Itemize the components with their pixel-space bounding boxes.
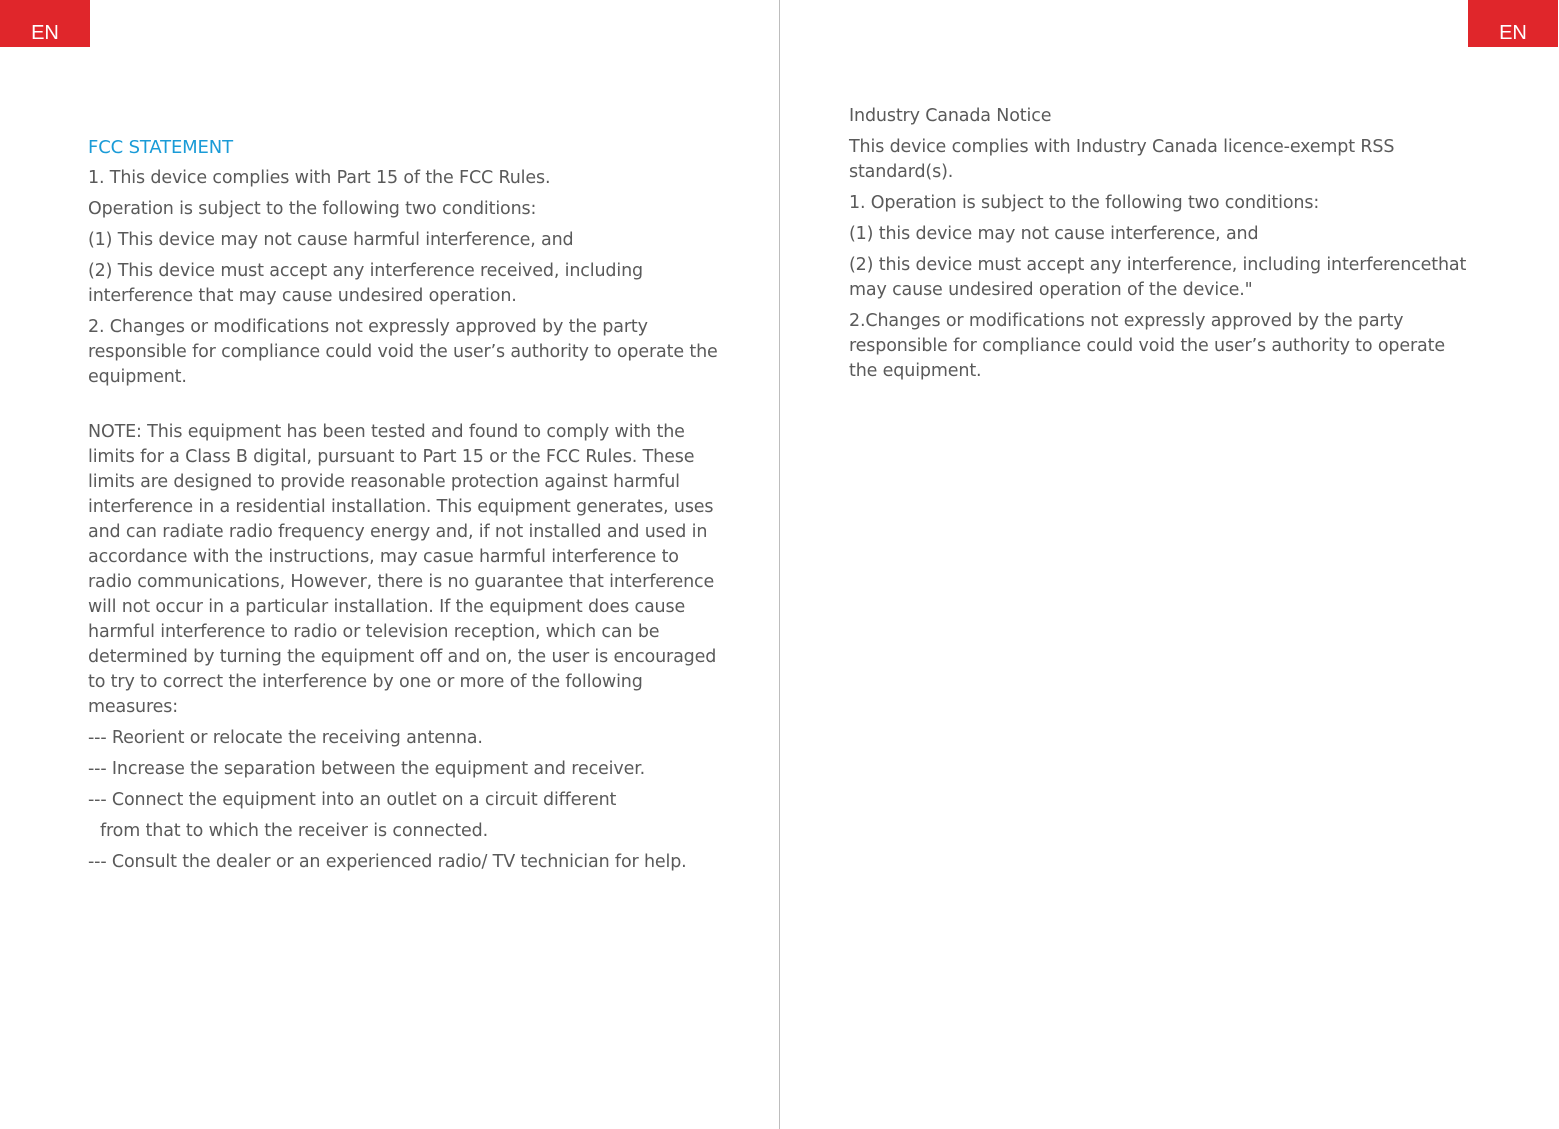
fcc-measure-1: --- Reorient or relocate the receiving antenna. [88,728,483,748]
fcc-condition-1: (1) This device may not cause harmful interference, and [88,230,574,250]
fcc-statement-title: FCC STATEMENT [88,137,233,158]
industry-canada-title: Industry Canada Notice [849,106,1052,126]
ic-paragraph-1: This device complies with Industry Canada licence-exempt RSS standard(s). [849,137,1395,182]
fcc-paragraph-1: 1. This device complies with Part 15 of the FCC Rules. [88,168,551,188]
ic-condition-1: (1) this device may not cause interference, and [849,224,1259,244]
industry-canada-section [849,104,1469,390]
fcc-condition-2: (2) This device must accept any interference received, including interference that may cause undesired operation. [88,261,644,306]
ic-condition-2: (2) this device must accept any interference, including interferencethat may cause undesired operation of the device." [849,255,1467,300]
ic-paragraph-2: 1. Operation is subject to the following two conditions: [849,193,1320,213]
fcc-paragraph-2: Operation is subject to the following two conditions: [88,199,537,219]
fcc-measure-2: --- Increase the separation between the equipment and receiver. [88,759,646,779]
fcc-measure-3-line-1: --- Connect the equipment into an outlet on a circuit different [88,790,617,810]
language-tab-left: EN [0,0,90,47]
language-tab-right: EN [1468,0,1558,47]
fcc-note-paragraph: NOTE: This equipment has been tested and found to comply with the limits for a Class B digital, pursuant to Part 15 or the FCC Rules. These limits are designed to provide reasonable protection against harmful interference in a residential installation. This equipment generates, uses and can radiate radio frequency energy and, if not installed and used in accordance with the instructions, may casue harmful interference to radio communications, However, there is no guarantee that interference will not occur in a particular installation. If the equipment does cause harmful interference to radio or television reception, which can be determined by turning the equipment off and on, the user is encouraged to try to correct the interference by one or more of the following measures: [88,422,717,717]
fcc-measure-4: --- Consult the dealer or an experienced radio/ TV technician for help. [88,852,687,872]
fcc-statement-section [88,135,718,881]
fcc-changes-paragraph: 2. Changes or modifications not expressly approved by the party responsible for compliance could void the user’s authority to operate the equipment. [88,317,718,387]
fcc-measure-3-line-2: from that to which the receiver is connected. [100,821,489,841]
page-divider [779,0,780,1129]
ic-changes-paragraph: 2.Changes or modifications not expressly approved by the party responsible for compliance could void the user’s authority to operate the equipment. [849,311,1445,381]
